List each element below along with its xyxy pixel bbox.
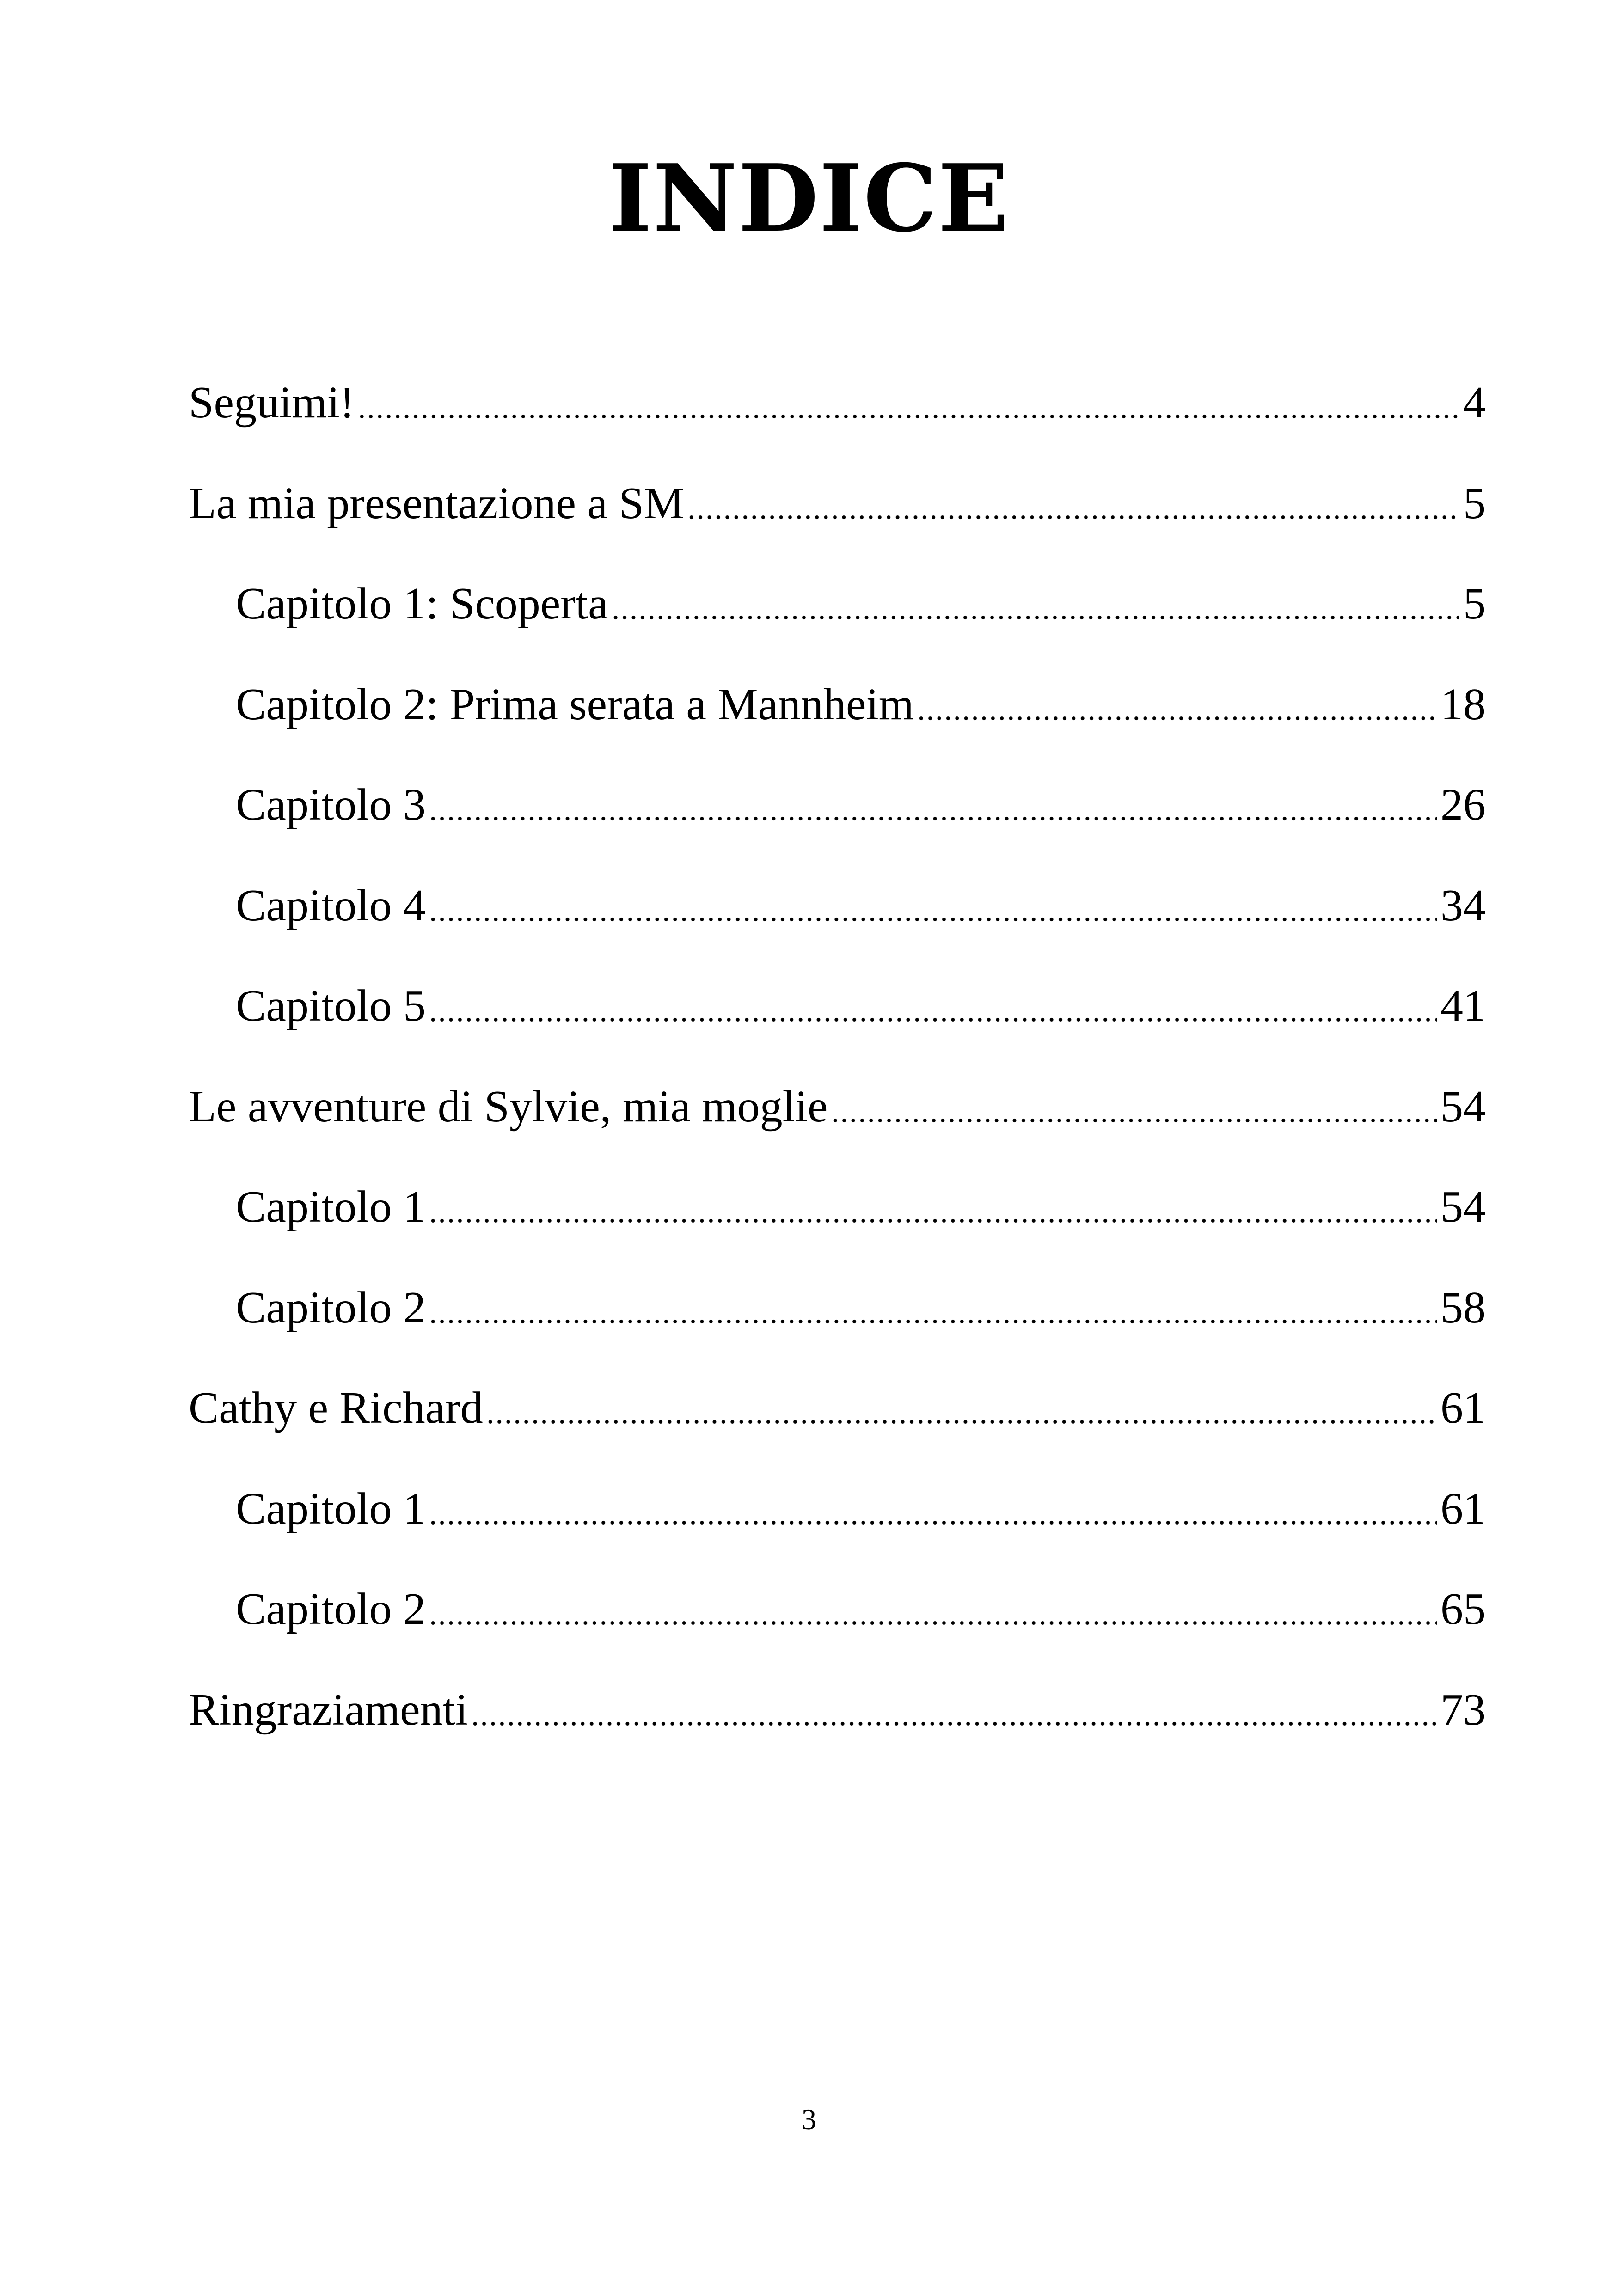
toc-entry[interactable] <box>236 1471 1486 1536</box>
toc-entry-page: 34 <box>1440 880 1486 931</box>
dot-leader <box>429 816 1437 821</box>
dot-leader <box>429 1218 1437 1223</box>
toc-entry-label: Capitolo 2 <box>236 1584 426 1634</box>
toc-entry-page: 61 <box>1440 1483 1486 1534</box>
toc-entry[interactable] <box>236 968 1486 1033</box>
toc-entry-label: Capitolo 1 <box>236 1182 426 1232</box>
dot-leader <box>429 917 1437 922</box>
toc-entry-page: 4 <box>1463 378 1486 428</box>
toc-entry-label: Le avventure di Sylvie, mia moglie <box>189 1081 828 1132</box>
toc-entry[interactable] <box>189 365 1486 430</box>
toc-entry-page: 54 <box>1440 1081 1486 1132</box>
toc-entry[interactable] <box>236 868 1486 933</box>
toc-entry[interactable] <box>236 566 1486 631</box>
toc-entry-page: 5 <box>1463 478 1486 528</box>
toc-entry-label: Capitolo 4 <box>236 880 426 931</box>
toc-entry-page: 41 <box>1440 981 1486 1031</box>
dot-leader <box>486 1420 1437 1424</box>
toc-entry-page: 73 <box>1440 1684 1486 1735</box>
dot-leader <box>429 1319 1437 1324</box>
toc-entry-label: Cathy e Richard <box>189 1383 483 1433</box>
toc-entry[interactable] <box>189 466 1486 531</box>
dot-leader <box>611 615 1459 620</box>
toc-entry[interactable] <box>189 1672 1486 1737</box>
toc-entry-label: La mia presentazione a SM <box>189 478 685 528</box>
toc-entry-label: Capitolo 2 <box>236 1282 426 1333</box>
toc-entry-page: 18 <box>1440 679 1486 729</box>
toc-entry-page: 61 <box>1440 1383 1486 1433</box>
toc-entry-label: Capitolo 2: Prima serata a Mannheim <box>236 679 914 729</box>
toc-entry[interactable] <box>236 1572 1486 1636</box>
toc-entry-page: 65 <box>1440 1584 1486 1634</box>
dot-leader <box>357 414 1459 419</box>
dot-leader <box>471 1721 1437 1726</box>
toc-entry[interactable] <box>236 1270 1486 1335</box>
toc-entry-label: Capitolo 5 <box>236 981 426 1031</box>
dot-leader <box>831 1118 1437 1123</box>
toc-entry-label: Ringraziamenti <box>189 1684 468 1735</box>
toc-entry-page: 5 <box>1463 579 1486 629</box>
toc-entry-page: 58 <box>1440 1282 1486 1333</box>
toc-entry-page: 26 <box>1440 780 1486 830</box>
toc-entry-label: Capitolo 1: Scoperta <box>236 579 608 629</box>
page-title: INDICE <box>608 144 1010 253</box>
toc-entry[interactable] <box>236 767 1486 832</box>
toc-entry-label: Seguimi! <box>189 378 355 428</box>
dot-leader <box>917 716 1437 721</box>
toc-entry-page: 54 <box>1440 1182 1486 1232</box>
toc-entry[interactable] <box>236 667 1486 732</box>
dot-leader <box>429 1520 1437 1525</box>
dot-leader <box>687 515 1459 520</box>
toc-entry[interactable] <box>236 1169 1486 1234</box>
dot-leader <box>429 1621 1437 1625</box>
dot-leader <box>429 1017 1437 1022</box>
toc-entry[interactable] <box>189 1069 1486 1134</box>
toc-entry-label: Capitolo 1 <box>236 1483 426 1534</box>
page-number: 3 <box>802 2103 816 2136</box>
toc-entry-label: Capitolo 3 <box>236 780 426 830</box>
toc-entry[interactable] <box>189 1371 1486 1435</box>
